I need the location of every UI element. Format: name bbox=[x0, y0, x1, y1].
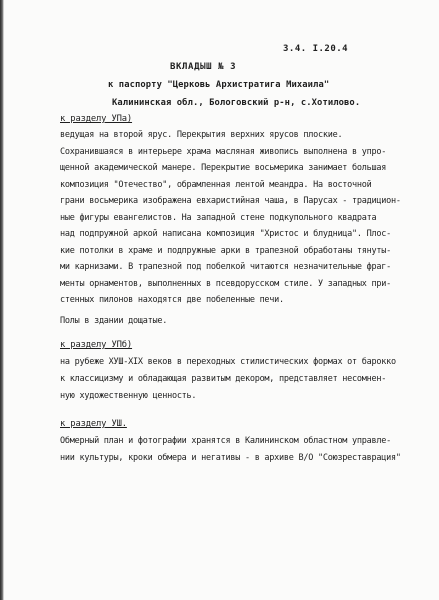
paragraph-line: над подпружной аркой написана композиция "Христос и блудница". Плос- bbox=[60, 229, 391, 239]
paragraph-line: к классицизму и обладающая развитым декором, представляет несомнен- bbox=[60, 374, 387, 384]
section-heading: к разделу УПб) bbox=[60, 340, 133, 350]
scan-edge bbox=[0, 0, 4, 600]
paragraph-line: композиция "Отечество", обрамленная лентой меандра. На восточной bbox=[60, 180, 372, 190]
section-heading: к разделу УПа) bbox=[60, 114, 133, 124]
paragraph-line: менты орнаментов, выполненных в псевдорусском стиле. У западных при- bbox=[60, 279, 391, 289]
paragraph-line: ми карнизами. В трапезной под побелкой читаются незначительные фраг- bbox=[60, 262, 391, 272]
document-subtitle: к паспорту "Церковь Архистратига Михаила" bbox=[108, 80, 330, 90]
paragraph-line: на рубеже XУШ-XIX веков в переходных стилистических формах от барокко bbox=[60, 357, 396, 367]
paragraph-line: грани восьмерика изображена евхаристийная чаша, в Парусах - традицион- bbox=[60, 196, 401, 206]
document-code: 3.4. I.20.4 bbox=[283, 44, 349, 54]
paragraph-line: ведущая на второй ярус. Перекрытия верхних ярусов плоские. bbox=[60, 130, 343, 140]
document-title: ВКЛАДЫШ № 3 bbox=[170, 62, 237, 72]
paragraph-line: стенных пилонов находятся две побеленные печи. bbox=[60, 295, 284, 305]
paragraph-line: Полы в здании дощатые. bbox=[60, 316, 168, 326]
paragraph-line: ную художественную ценность. bbox=[60, 391, 197, 401]
section-heading: к разделу УШ. bbox=[60, 419, 127, 429]
document-location: Калининская обл., Бологовский р-н, с.Хотилово. bbox=[112, 98, 361, 108]
paragraph-line: Обмерный план и фотографии хранятся в Калининском областном управле- bbox=[60, 436, 391, 446]
paragraph-line: кие потолки в храме и подпружные арки в трапезной обработаны тянуты- bbox=[60, 246, 391, 256]
paragraph-line: нии культуры, кроки обмера и негативы - в архиве В/О "Союзреставрация" bbox=[60, 453, 401, 463]
paragraph-line: щенной академической манере. Перекрытие восьмерика занимает большая bbox=[60, 163, 387, 173]
paragraph-line: Сохранившаяся в интерьере храма масляная живопись выполнена в упро- bbox=[60, 147, 387, 157]
paragraph-line: ные фигуры евангелистов. На западной стене подкупольного квадрата bbox=[60, 213, 377, 223]
